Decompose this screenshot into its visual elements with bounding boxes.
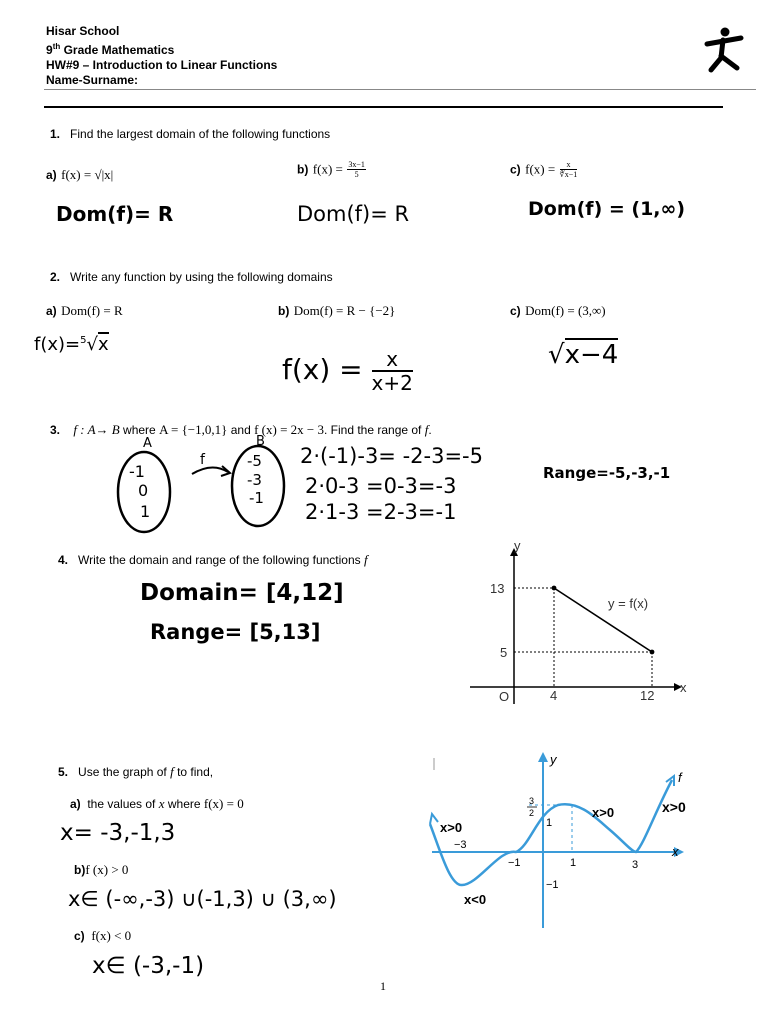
x-tick-label: 12 (640, 688, 655, 703)
y-tick-label: 5 (500, 645, 508, 660)
question-5: 5. Use the graph of f to find, (58, 764, 214, 779)
grade-line: 9th Grade Mathematics (46, 42, 175, 57)
header-rule-top (44, 89, 756, 90)
school-name: Hisar School (46, 24, 120, 38)
radical-sign: √ (86, 334, 98, 355)
q2-part-c: c) Dom(f) = (3,∞) (510, 303, 606, 318)
x-tick-label: 4 (550, 688, 558, 703)
q5-answer-b: x∈ (-∞,-3) ∪(-1,3) ∪ (3,∞) (68, 887, 337, 911)
q1-answer-c: Dom(f) = (1,∞) (528, 198, 686, 220)
q3-calc-line: 2·(-1)-3= -2-3=-5 (300, 444, 483, 468)
question-3: 3. f : A→ B where A = {−1,0,1} and f (x) = 2x − 3. Find the range of f. (50, 422, 432, 437)
page-number: 1 (380, 979, 386, 993)
y-axis-label: y (514, 538, 521, 553)
origin-label: O (499, 689, 510, 704)
header (46, 24, 277, 88)
q2-part-a: a) Dom(f) = R (46, 303, 123, 318)
question-2: 2. Write any function by using the following domains (50, 270, 333, 284)
question-4: 4. Write the domain and range of the following functions f (58, 552, 368, 567)
q4-graph (466, 536, 696, 708)
q1-part-a: a) f(x) = √|x| (46, 167, 114, 182)
q5-part-c: c) f(x) < 0 (74, 928, 132, 943)
x-tick-label: −1 (508, 857, 521, 869)
q1-part-b: b) f(x) = $\frac{3x-1}{5}$ (297, 160, 365, 179)
y-tick-label: 3 (529, 796, 535, 806)
mapping-diagram (100, 436, 300, 536)
q5-answer-a: x= -3,-1,3 (60, 820, 176, 846)
sign-note: x<0 (464, 892, 487, 907)
header-rule-bottom (44, 106, 723, 108)
name-surname-label: Name-Surname: (46, 73, 139, 87)
x-tick-label: 3 (632, 859, 639, 871)
homework-title: HW#9 – Introduction to Linear Functions (46, 58, 278, 72)
q3-calc-line: 2·1-3 =2-3=-1 (305, 500, 457, 524)
set-b-item: -3 (247, 471, 262, 489)
q5-part-a: a) the values of x where f(x) = 0 (70, 796, 244, 811)
q5-part-b: b)f (x) > 0 (74, 862, 129, 877)
q2-answer-b: f(x) = $\frac{x}{x+2}$ (282, 347, 413, 395)
mapping-arrow (192, 467, 228, 474)
set-a-item: 0 (138, 481, 149, 500)
question-1: 1. Find the largest domain of the following functions (50, 127, 331, 141)
q5-answer-c: x∈ (-3,-1) (92, 953, 205, 979)
curve-label: y = f(x) (608, 596, 649, 611)
q2-answer-c: √x−4 (548, 340, 619, 370)
q2-part-b: b) Dom(f) = R − {−2} (278, 303, 396, 318)
sign-note: x>0 (592, 805, 615, 820)
set-a-label: A (143, 436, 152, 451)
q1-answer-a: Dom(f)= R (56, 202, 174, 226)
x-axis-label: x (672, 844, 679, 859)
q3-calc-line: 2·0-3 =0-3=-3 (305, 474, 457, 498)
q1-part-c: c) f(x) = $\frac{x}{∜x-1}$ (510, 160, 578, 179)
y-tick-label: 2 (529, 808, 535, 818)
x-tick-label: 1 (570, 857, 577, 869)
y-tick-label: −1 (546, 879, 559, 891)
set-a-item: -1 (129, 462, 145, 481)
radical-sign: √ (548, 340, 565, 370)
q5-graph (420, 750, 720, 930)
set-b-label: B (256, 434, 265, 449)
q3-range-answer: Range=-5,-3,-1 (543, 464, 671, 482)
y-tick-label: 1 (546, 817, 553, 829)
sign-note: x>0 (440, 820, 463, 835)
q4-range-answer: Range= [5,13] (150, 620, 321, 644)
mapping-function-label: f (200, 452, 205, 468)
f-curve-label: f (678, 770, 682, 785)
q2-answer-a: f(x)=$^5$√x (34, 334, 109, 355)
x-tick-label: −3 (454, 839, 467, 851)
q4-domain-answer: Domain= [4,12] (140, 580, 344, 606)
y-axis-label: y (550, 752, 557, 767)
y-tick-label: 13 (490, 581, 505, 596)
set-b-item: -5 (247, 452, 262, 470)
set-b-item: -1 (249, 489, 264, 507)
x-axis-label: x (680, 680, 687, 695)
running-figure-logo (703, 26, 747, 74)
set-a-item: 1 (140, 502, 151, 521)
q1-answer-b: Dom(f)= R (297, 202, 410, 226)
sign-note: x>0 (662, 799, 686, 815)
